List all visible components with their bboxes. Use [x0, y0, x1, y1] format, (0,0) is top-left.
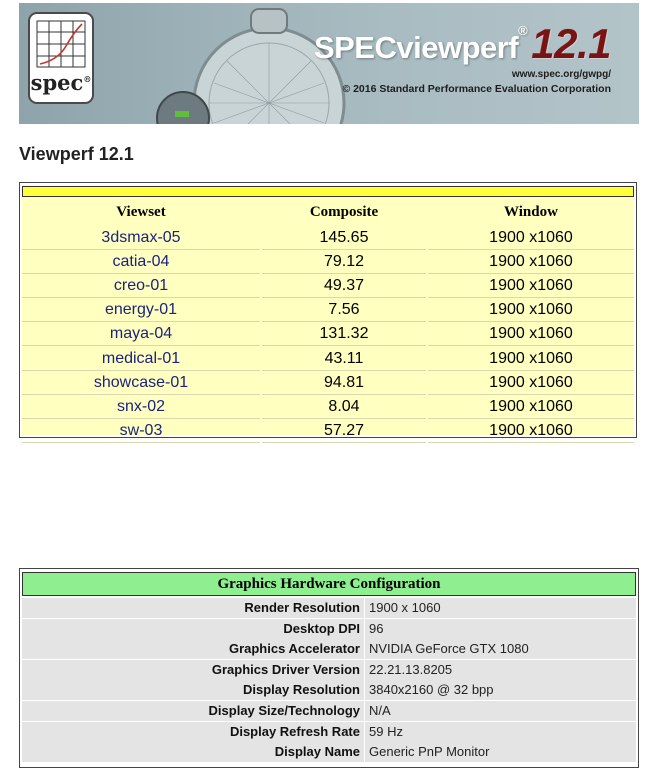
viewset-link[interactable]: catia-04 — [22, 251, 260, 274]
table-row — [22, 275, 634, 298]
spec-logo[interactable] — [28, 12, 94, 104]
hardware-value: N/A — [369, 703, 391, 718]
table-row — [22, 323, 634, 346]
col-header-viewset: Viewset — [116, 204, 166, 220]
hardware-value: 59 Hz — [369, 723, 403, 739]
table-row — [22, 251, 634, 274]
composite-score: 79.12 — [262, 251, 426, 274]
hardware-row — [22, 680, 636, 701]
composite-score: 8.04 — [262, 396, 426, 419]
hardware-label: Display Resolution — [242, 682, 360, 698]
table-row — [22, 227, 634, 250]
window-size: 1900 x1060 — [428, 396, 634, 419]
results-header-row — [22, 204, 634, 226]
window-size: 1900 x1060 — [428, 372, 634, 395]
window-size: 1900 x1060 — [428, 299, 634, 322]
viewset-link[interactable]: showcase-01 — [22, 372, 260, 395]
hardware-config-title: Graphics Hardware Configuration — [22, 572, 636, 596]
window-size: 1900 x1060 — [428, 323, 634, 346]
table-row — [22, 372, 634, 395]
viewset-link[interactable]: energy-01 — [22, 299, 260, 322]
window-size: 1900 x1060 — [428, 251, 634, 274]
table-row — [22, 348, 634, 371]
composite-score: 57.27 — [262, 420, 426, 443]
viewset-link[interactable]: medical-01 — [22, 348, 260, 371]
hardware-value: 22.21.13.8205 — [369, 661, 453, 677]
window-size: 1900 x1060 — [428, 420, 634, 443]
header-banner — [19, 3, 639, 124]
hardware-label: Desktop DPI — [283, 620, 360, 636]
table-row — [22, 396, 634, 419]
window-size: 1900 x1060 — [428, 227, 634, 250]
spec-logo-graph-icon — [36, 20, 86, 68]
hardware-label: Display Refresh Rate — [229, 723, 360, 739]
hardware-config-table — [19, 568, 639, 768]
hardware-value: 1900 x 1060 — [369, 600, 441, 615]
hardware-value: Generic PnP Monitor — [369, 744, 490, 760]
viewset-link[interactable]: creo-01 — [22, 275, 260, 298]
spec-logo-text: spec® — [30, 70, 92, 95]
col-header-composite: Composite — [309, 204, 379, 220]
composite-score: 145.65 — [262, 227, 426, 250]
product-name: SPECviewperf®12.1 — [313, 20, 611, 67]
hardware-row — [22, 701, 636, 722]
hardware-label: Display Size/Technology — [208, 703, 360, 718]
hardware-row — [22, 742, 636, 763]
product-version: 12.1 — [531, 20, 611, 67]
viewset-link[interactable]: sw-03 — [22, 420, 260, 443]
hardware-label: Display Name — [274, 744, 360, 760]
spec-url[interactable]: www.spec.org/gwpg/ — [511, 69, 611, 80]
hardware-value: NVIDIA GeForce GTX 1080 — [369, 641, 529, 657]
results-header-bar — [22, 186, 634, 197]
table-row — [22, 299, 634, 322]
hardware-row — [22, 619, 636, 640]
results-table — [19, 182, 637, 438]
hardware-row — [22, 639, 636, 660]
copyright: © 2016 Standard Performance Evaluation Corporation — [342, 83, 611, 95]
composite-score: 94.81 — [262, 372, 426, 395]
window-size: 1900 x1060 — [428, 348, 634, 371]
hardware-row — [22, 598, 636, 619]
viewset-link[interactable]: snx-02 — [22, 396, 260, 419]
hardware-label: Graphics Driver Version — [211, 661, 360, 677]
hardware-row — [22, 660, 636, 681]
col-header-window: Window — [504, 204, 558, 220]
page-title: Viewperf 12.1 — [19, 144, 134, 164]
viewset-link[interactable]: 3dsmax-05 — [22, 227, 260, 250]
viewset-link[interactable]: maya-04 — [22, 323, 260, 346]
hardware-row — [22, 722, 636, 743]
hardware-value: 96 — [369, 620, 384, 636]
composite-score: 7.56 — [262, 299, 426, 322]
hardware-label: Graphics Accelerator — [228, 641, 360, 657]
composite-score: 131.32 — [262, 323, 426, 346]
composite-score: 49.37 — [262, 275, 426, 298]
window-size: 1900 x1060 — [428, 275, 634, 298]
composite-score: 43.11 — [262, 348, 426, 371]
hardware-value: 3840x2160 @ 32 bpp — [369, 682, 494, 698]
table-row — [22, 420, 634, 443]
hardware-label: Render Resolution — [244, 600, 360, 615]
